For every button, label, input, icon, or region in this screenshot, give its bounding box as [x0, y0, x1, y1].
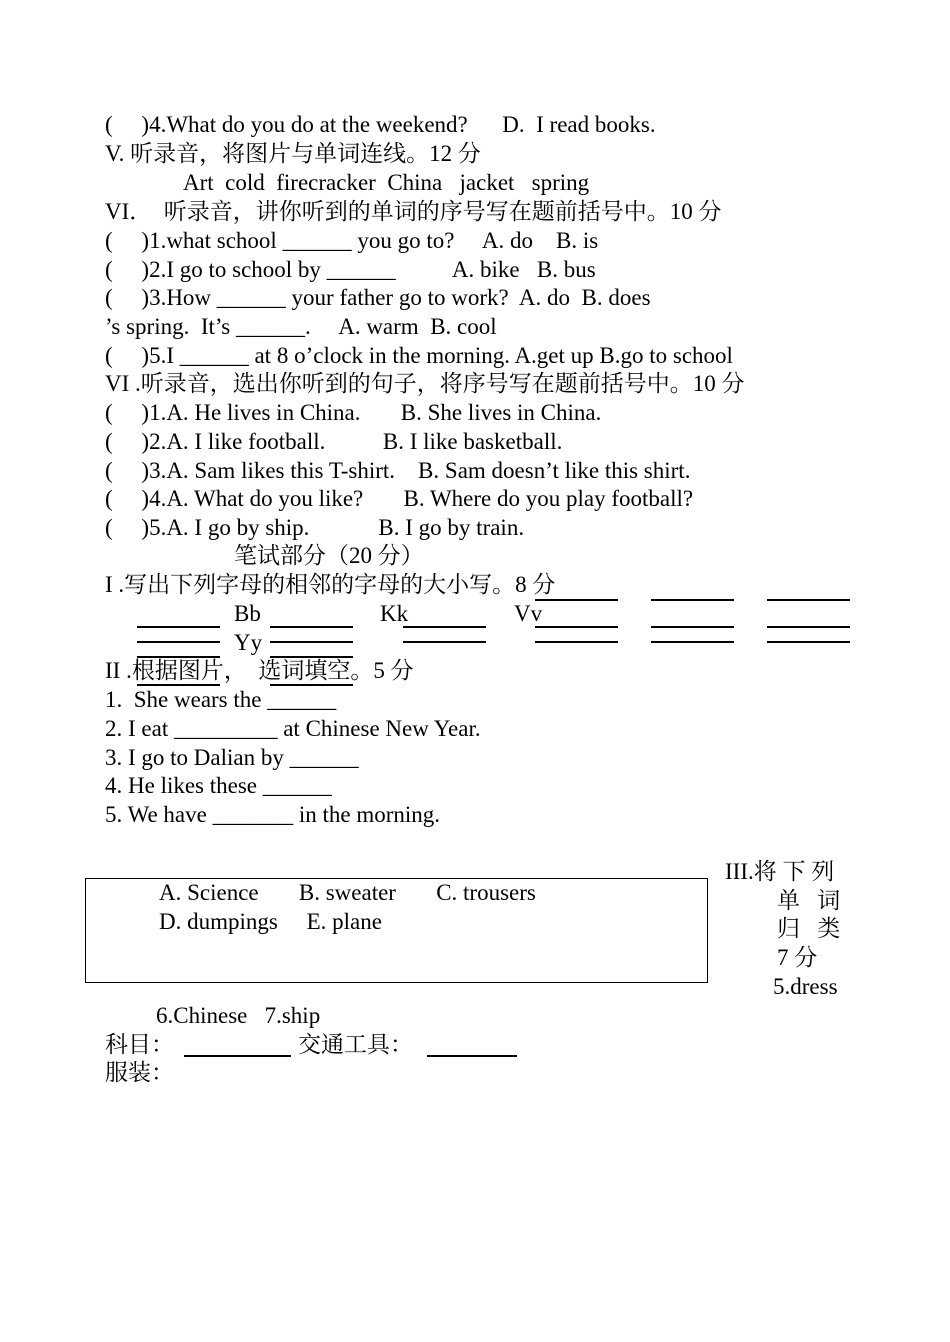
section-7-item: ( )1.A. He lives in China. B. She lives in China.	[105, 400, 602, 425]
section-2-item: 5. We have _______ in the morning.	[105, 802, 441, 827]
section-7-item: ( )2.A. I like football. B. I like basketball.	[105, 429, 563, 454]
section-5-title: V. 听录音，将图片与单词连线。12 分	[105, 141, 481, 166]
section-3-title: 7 分	[777, 945, 818, 970]
section-6-title: VI． 听录音，讲你听到的单词的序号写在题前括号中。10 分	[105, 199, 722, 224]
word-bank-line: D. dumpings E. plane	[159, 909, 382, 934]
section-3-title: 单 词	[777, 888, 841, 913]
answer-blank[interactable]	[767, 641, 850, 643]
section-6-item: ’s spring. It’s ______. A. warm B. cool	[105, 314, 497, 339]
section-3-title: 归 类	[777, 916, 841, 941]
section-2-item: 2. I eat _________ at Chinese New Year.	[105, 716, 481, 741]
answer-blank[interactable]	[137, 641, 220, 643]
answer-blank[interactable]	[651, 626, 734, 628]
answer-blank[interactable]	[651, 599, 734, 601]
section-1-title: I .写出下列字母的相邻的字母的大小写。8 分	[105, 572, 556, 597]
section-5-word-list: Art cold firecracker China jacket spring	[183, 170, 590, 195]
written-heading: 笔试部分（20 分）	[234, 543, 424, 568]
letter-pair: Vv	[514, 601, 543, 626]
letter-pair: Kk	[380, 601, 409, 626]
answer-blank[interactable]	[767, 599, 850, 601]
answer-blank[interactable]	[535, 641, 618, 643]
section-6-item: ( )1.what school ______ you go to? A. do B. is	[105, 228, 599, 253]
category-transport-blank[interactable]	[427, 1055, 517, 1057]
word-bank-line: A. Science B. sweater C. trousers	[159, 880, 536, 905]
category-transport-label: 交通工具：	[298, 1032, 413, 1057]
section-7-title: VI .听录音，选出你听到的句子，将序号写在题前括号中。10 分	[105, 371, 745, 396]
section-6-item: ( )5.I ______ at 8 o’clock in the morning. A.get up B.go to school	[105, 343, 733, 368]
section-2-item: 4. He likes these ______	[105, 773, 332, 798]
answer-blank[interactable]	[535, 599, 618, 601]
section-3-words: 6.Chinese 7.ship	[156, 1003, 321, 1028]
answer-blank[interactable]	[137, 626, 220, 628]
section-2-title: II .根据图片， 选词填空。5 分	[105, 658, 414, 683]
section-7-item: ( )4.A. What do you like? B. Where do you play football?	[105, 486, 694, 511]
letter-pair: Bb	[234, 601, 261, 626]
section-2-item: 1. She wears the ______	[105, 687, 337, 712]
question-4-line: ( )4.What do you do at the weekend? D. I read books.	[105, 112, 656, 137]
section-6-item: ( )2.I go to school by ______ A. bike B. bus	[105, 257, 596, 282]
answer-blank[interactable]	[270, 641, 353, 643]
category-subject-label: 科目：	[105, 1032, 174, 1057]
category-subject-blank[interactable]	[184, 1055, 291, 1057]
answer-blank[interactable]	[270, 626, 353, 628]
section-7-item: ( )3.A. Sam likes this T-shirt. B. Sam doesn’t like this shirt.	[105, 458, 691, 483]
answer-blank[interactable]	[651, 641, 734, 643]
section-2-item: 3. I go to Dalian by ______	[105, 745, 359, 770]
section-3-word: 5.dress	[773, 974, 838, 999]
section-3-title: III.将 下 列	[725, 859, 835, 884]
answer-blank[interactable]	[767, 626, 850, 628]
answer-blank[interactable]	[403, 641, 486, 643]
answer-blank[interactable]	[535, 626, 618, 628]
section-6-item: ( )3.How ______ your father go to work? A. do B. does	[105, 285, 651, 310]
letter-pair: Yy	[234, 630, 263, 655]
section-7-item: ( )5.A. I go by ship. B. I go by train.	[105, 515, 525, 540]
answer-blank[interactable]	[403, 626, 486, 628]
category-clothes-label: 服装：	[105, 1060, 174, 1085]
